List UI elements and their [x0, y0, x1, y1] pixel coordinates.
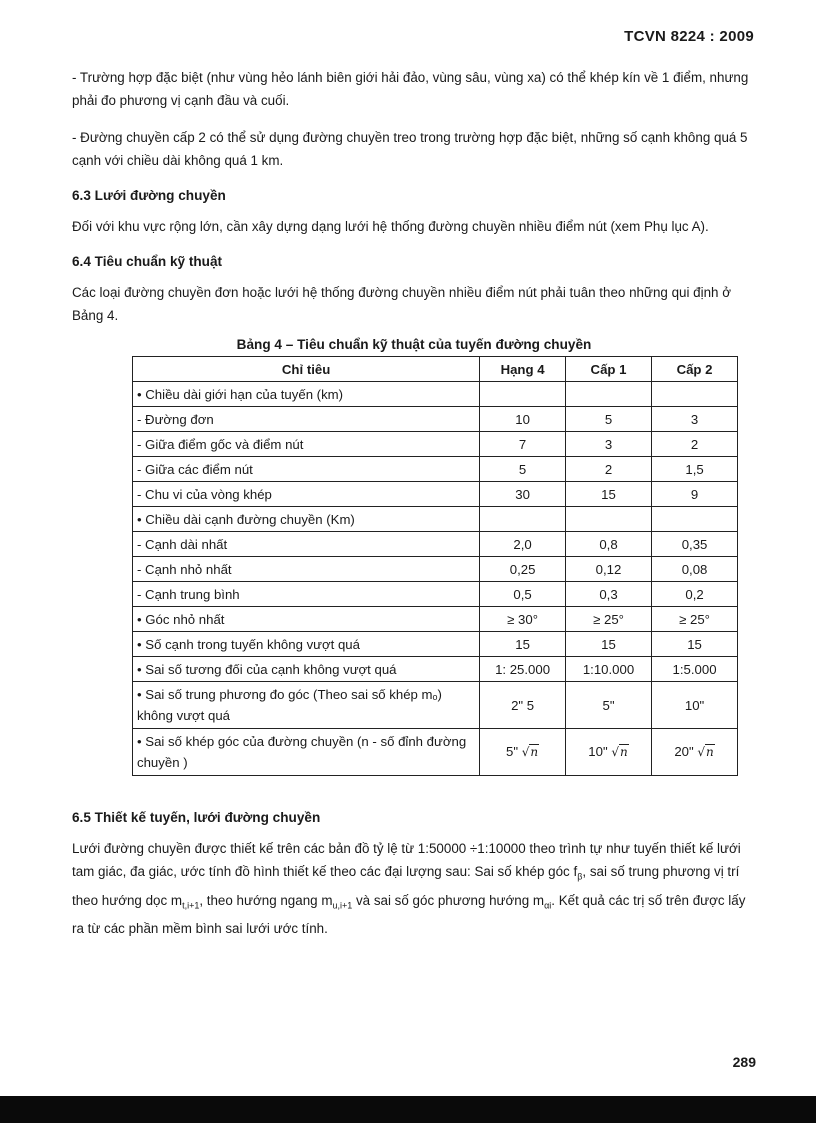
subscript: u,i+1: [332, 900, 353, 911]
cell-cap-2: 15: [652, 632, 738, 657]
cell-hang-4: 2,0: [480, 532, 566, 557]
text-part: và sai số góc phương hướng m: [352, 892, 545, 908]
cell-cap-1: [565, 382, 651, 407]
table-caption: Bảng 4 – Tiêu chuẩn kỹ thuật của tuyến đường chuyền: [236, 337, 592, 352]
cell-cap-2: 9: [652, 482, 738, 507]
cell-cap-2: 1,5: [652, 457, 738, 482]
row-label: • Sai số khép góc của đường chuyền (n - số đỉnh đường chuyền ): [133, 729, 480, 776]
row-label: • Số cạnh trong tuyến không vượt quá: [133, 632, 480, 657]
table-row: [133, 482, 738, 507]
table-header-row: [133, 357, 738, 382]
table-row: [133, 457, 738, 482]
sqrt-var: n: [619, 745, 628, 759]
cell-cap-1: 2: [565, 457, 651, 482]
cell-cap-2: 0,35: [652, 532, 738, 557]
row-label: - Cạnh trung bình: [133, 582, 480, 607]
cell-cap-1: 3: [565, 432, 651, 457]
cell-hang-4: 15: [480, 632, 566, 657]
text-part: Lưới đường chuyền được thiết kế trên các bản đồ tỷ lệ từ 1:50000 ÷1:10000 theo trình tự như tuyến thiết kế lưới tam giác, đa giác, ước tính đồ hình thiết kế theo các đại lượng sau: Sai số khép góc f: [72, 841, 741, 879]
cell-cap-1: 0,12: [565, 557, 651, 582]
sqrt-sign: √: [611, 745, 619, 759]
sqrt-sign: √: [521, 745, 530, 759]
paragraph-level2-traverse: - Đường chuyền cấp 2 có thể sử dụng đường chuyền treo trong trường hợp đặc biệt, những số cạnh không quá 5 cạnh với chiều dài không quá 1 km.: [72, 130, 748, 168]
table-row: [133, 582, 738, 607]
cell-cap-2: ≥ 25°: [652, 607, 738, 632]
table-row: [133, 407, 738, 432]
cell-cap-1: 5": [565, 682, 651, 729]
section-6-3-text: Đối với khu vực rộng lớn, cần xây dựng dạng lưới hệ thống đường chuyền nhiều điểm nút (xem Phụ lục A).: [72, 219, 709, 234]
subscript: t,i+1: [182, 900, 200, 911]
row-label: - Cạnh dài nhất: [133, 532, 480, 557]
cell-hang-4: 5: [480, 457, 566, 482]
section-6-4-text: Các loại đường chuyền đơn hoặc lưới hệ thống đường chuyền nhiều điểm nút phải tuân theo những qui định ở Bảng 4.: [72, 285, 731, 323]
cell-cap-1: 5: [565, 407, 651, 432]
cell-cap-1: [565, 729, 651, 776]
cell-cap-2: 2: [652, 432, 738, 457]
section-6-5-text: [72, 837, 756, 940]
row-label: - Chu vi của vòng khép: [133, 482, 480, 507]
cell-hang-4: 10: [480, 407, 566, 432]
cell-hang-4: 0,25: [480, 557, 566, 582]
cell-value: 20": [674, 744, 694, 759]
row-label: - Đường đơn: [133, 407, 480, 432]
row-label: • Sai số tương đối của cạnh không vượt quá: [133, 657, 480, 682]
sqrt-sign: √: [697, 745, 706, 759]
paragraph-special-case: - Trường hợp đặc biệt (như vùng hẻo lánh biên giới hải đảo, vùng sâu, vùng xa) có thể khép kín về 1 điểm, nhưng phải đo phương vị cạnh đầu và cuối.: [72, 70, 749, 108]
cell-cap-2: 3: [652, 407, 738, 432]
cell-cap-2: 1:5.000: [652, 657, 738, 682]
section-6-4-heading: 6.4 Tiêu chuẩn kỹ thuật: [72, 254, 223, 269]
subscript: αi: [544, 900, 552, 911]
cell-hang-4: 1: 25.000: [480, 657, 566, 682]
row-label: • Chiều dài giới hạn của tuyến (km): [133, 382, 480, 407]
scan-bottom-edge: [0, 1096, 816, 1123]
row-label: • Chiều dài cạnh đường chuyền (Km): [133, 507, 480, 532]
text-part: , sai số trung phương vị trí theo hướng dọc m: [72, 864, 740, 908]
sqrt-n-symbol: [697, 744, 714, 759]
section-6-3-heading: 6.3 Lưới đường chuyền: [72, 188, 226, 203]
table-row: [133, 657, 738, 682]
header-cap-2: Cấp 2: [652, 357, 738, 382]
table-row: [133, 682, 738, 729]
cell-cap-1: 0,8: [565, 532, 651, 557]
table-row: [133, 729, 738, 776]
cell-value: 10": [588, 744, 608, 759]
cell-hang-4: ≥ 30°: [480, 607, 566, 632]
cell-cap-2: [652, 382, 738, 407]
text-part: . Kết quả các trị số trên được lấy ra từ các phần mềm bình sai lưới ước tính.: [72, 892, 746, 937]
header-cap-1: Cấp 1: [565, 357, 651, 382]
technical-standards-table: [132, 356, 738, 776]
sqrt-var: n: [706, 745, 714, 759]
cell-hang-4: [480, 382, 566, 407]
section-6-5-heading: 6.5 Thiết kế tuyến, lưới đường chuyền: [72, 810, 321, 825]
table-row: [133, 382, 738, 407]
sqrt-n-symbol: [611, 744, 628, 759]
standard-code: TCVN 8224 : 2009: [624, 28, 754, 45]
table-row: [133, 632, 738, 657]
cell-value: 5": [506, 744, 519, 759]
cell-cap-1: 0,3: [565, 582, 651, 607]
cell-hang-4: 7: [480, 432, 566, 457]
row-label: - Giữa các điểm nút: [133, 457, 480, 482]
page-number: 289: [732, 1054, 756, 1070]
cell-hang-4: [480, 507, 566, 532]
table-row: [133, 532, 738, 557]
header-hang-4: Hạng 4: [480, 357, 566, 382]
cell-cap-1: 1:10.000: [565, 657, 651, 682]
row-label: • Sai số trung phương đo góc (Theo sai số khép mₒ) không vượt quá: [133, 682, 480, 729]
subscript: β: [577, 871, 583, 882]
table-row: [133, 432, 738, 457]
cell-hang-4: [480, 729, 566, 776]
cell-cap-1: [565, 507, 651, 532]
cell-cap-2: [652, 507, 738, 532]
row-label: - Cạnh nhỏ nhất: [133, 557, 480, 582]
cell-hang-4: 0,5: [480, 582, 566, 607]
cell-cap-2: [652, 729, 738, 776]
table-row: [133, 557, 738, 582]
cell-cap-1: 15: [565, 482, 651, 507]
text-part: , theo hướng ngang m: [199, 892, 333, 908]
table-row: [133, 607, 738, 632]
cell-hang-4: 2" 5: [480, 682, 566, 729]
cell-cap-2: 10": [652, 682, 738, 729]
cell-cap-2: 0,2: [652, 582, 738, 607]
cell-cap-1: 15: [565, 632, 651, 657]
sqrt-n-symbol: [522, 744, 539, 759]
row-label: • Góc nhỏ nhất: [133, 607, 480, 632]
table-row: [133, 507, 738, 532]
cell-cap-1: ≥ 25°: [565, 607, 651, 632]
page-content: [72, 66, 756, 954]
row-label: - Giữa điểm gốc và điểm nút: [133, 432, 480, 457]
cell-hang-4: 30: [480, 482, 566, 507]
sqrt-var: n: [530, 745, 539, 759]
header-criteria: Chỉ tiêu: [133, 357, 480, 382]
cell-cap-2: 0,08: [652, 557, 738, 582]
